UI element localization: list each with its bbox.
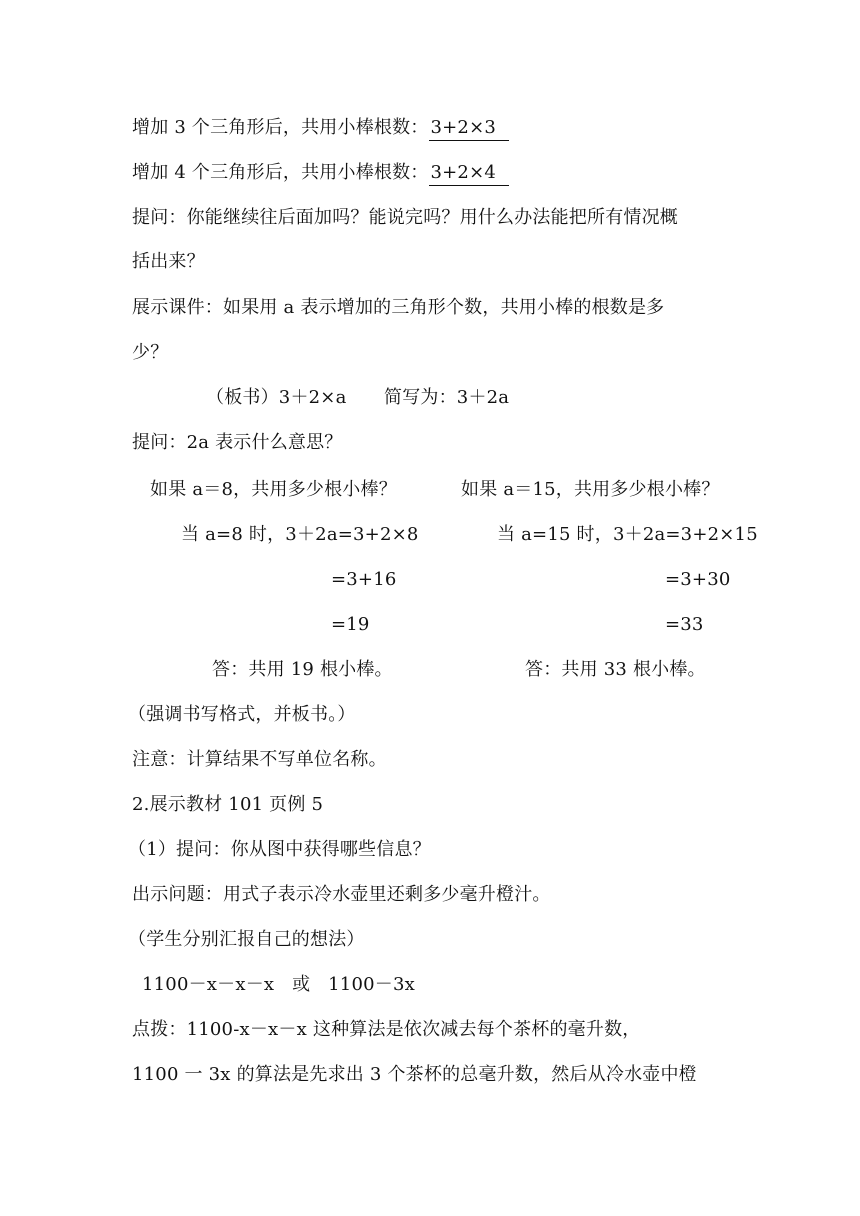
sub-question-1: （1）提问：你从图中获得哪些信息？ <box>128 839 431 860</box>
right-example-answer: 答：共用 33 根小棒。 <box>525 659 706 680</box>
question-2: 提问：2a 表示什么意思？ <box>132 432 343 453</box>
courseware-line-1: 展示课件：如果用 a 表示增加的三角形个数，共用小棒的根数是多 <box>132 297 665 318</box>
right-example-question: 如果 a＝15，共用多少根小棒？ <box>461 479 720 500</box>
board-short-form: 简写为：3＋2a <box>384 387 510 408</box>
question-1-line-2: 括出来？ <box>132 251 205 272</box>
caution-note: 注意：计算结果不写单位名称。 <box>132 749 387 770</box>
left-example-answer: 答：共用 19 根小棒。 <box>212 659 393 680</box>
left-example-step-2: =3+16 <box>331 569 397 590</box>
right-example-step-2: =3+30 <box>665 569 731 590</box>
board-formula: （板书）3＋2×a <box>206 387 347 408</box>
right-example-step-3: =33 <box>665 614 704 635</box>
question-1-line-1: 提问：你能继续往后面加吗？能说完吗？用什么办法能把所有情况概 <box>132 207 678 228</box>
add3-answer-blank: 3+2×3 <box>429 117 509 141</box>
courseware-line-2: 少？ <box>132 342 169 363</box>
add4-answer-blank: 3+2×4 <box>429 162 509 186</box>
expression-b: 1100－3x <box>328 974 415 995</box>
hint-line-2: 1100 一 3x 的算法是先求出 3 个茶杯的总毫升数，然后从冷水壶中橙 <box>132 1064 697 1085</box>
add4-prefix: 增加 4 个三角形后，共用小棒根数： <box>132 162 429 183</box>
problem-statement: 出示问题：用式子表示冷水壶里还剩多少毫升橙汁。 <box>132 884 551 905</box>
expression-a: 1100－x－x－x <box>142 974 275 995</box>
expression-or: 或 <box>292 974 311 995</box>
section-2-heading: 2.展示教材 101 页例 5 <box>132 794 324 815</box>
left-example-step-3: =19 <box>331 614 370 635</box>
emphasis-note: （强调书写格式，并板书。） <box>128 704 356 725</box>
right-example-step-1: 当 a=15 时，3＋2a=3+2×15 <box>497 524 758 545</box>
left-example-step-1: 当 a=8 时，3＋2a=3+2×8 <box>181 524 419 545</box>
expressions-line <box>142 973 415 997</box>
students-report: （学生分别汇报自己的想法） <box>128 929 365 950</box>
line-add-3-triangles <box>132 116 509 141</box>
add3-prefix: 增加 3 个三角形后，共用小棒根数： <box>132 117 429 138</box>
hint-line-1: 点拨：1100-x－x－x 这种算法是依次减去每个茶杯的毫升数， <box>132 1019 641 1040</box>
left-example-question: 如果 a＝8，共用多少根小棒？ <box>150 479 397 500</box>
line-add-4-triangles <box>132 161 509 186</box>
